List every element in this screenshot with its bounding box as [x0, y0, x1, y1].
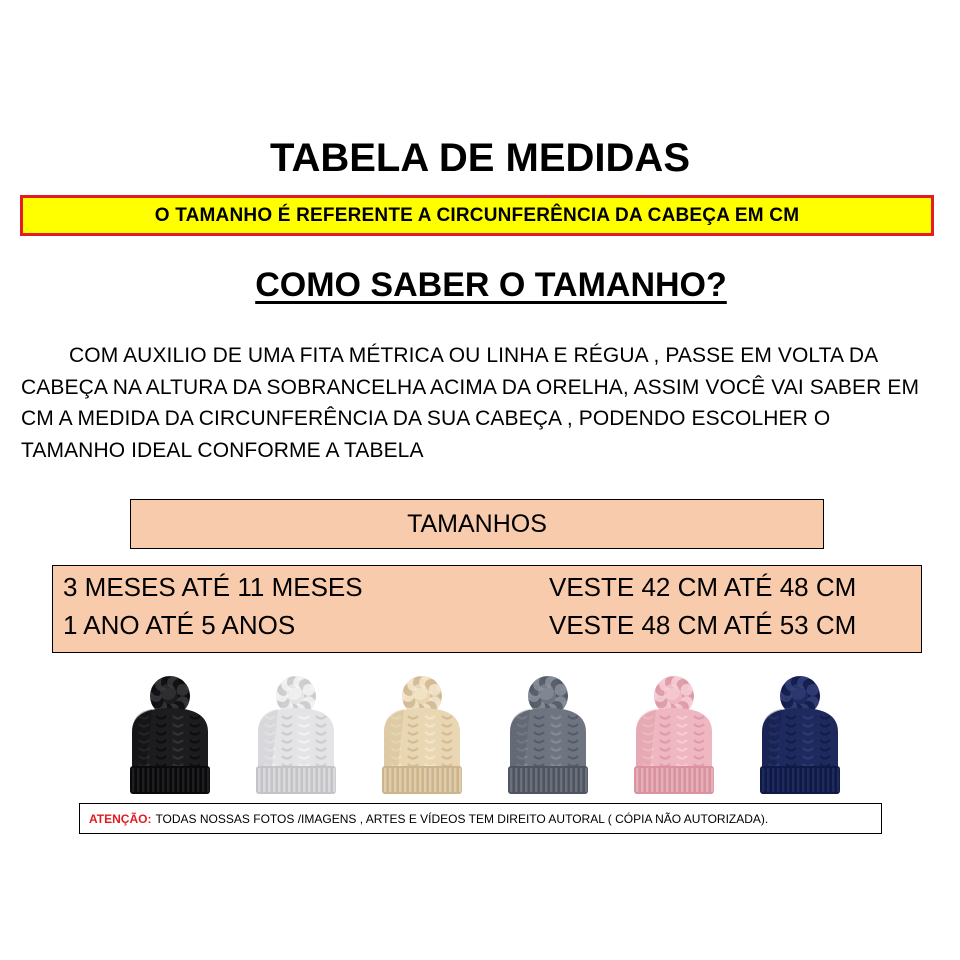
beanie-navy-image [748, 672, 852, 802]
beanie-gray-image [496, 672, 600, 802]
section-heading-text: COMO SABER O TAMANHO? [255, 266, 727, 304]
hat-gallery [118, 672, 858, 802]
measure-instructions: COM AUXILIO DE UMA FITA MÉTRICA OU LINHA E RÉGUA , PASSE EM VOLTA DA CABEÇA NA ALTURA DA SOBRANCELHA ACIMA DA ORELHA, ASSIM VOCÊ VAI SABER EM CM A MEDIDA DA CIRCUNFERÊNCIA DA SUA CABEÇA , PODENDO ESCOLHER O TAMANHO IDEAL CONFORME A TABELA [21, 344, 920, 462]
size-note-text: O TAMANHO É REFERENTE A CIRCUNFERÊNCIA DA CABEÇA EM CM [154, 204, 800, 226]
beanie-beige-image [370, 672, 474, 802]
sizes-header-text: TAMANHOS [407, 509, 547, 538]
size-row [63, 610, 913, 646]
section-heading [0, 266, 960, 305]
notice-text: TODAS NOSSAS FOTOS /IMAGENS , ARTES E VÍDEOS TEM DIREITO AUTORAL ( CÓPIA NÃO AUTORIZADA). [155, 811, 769, 826]
size-measure: VESTE 42 CM ATÉ 48 CM [549, 572, 857, 602]
size-note-banner [20, 195, 934, 236]
size-measure: VESTE 48 CM ATÉ 53 CM [549, 610, 857, 640]
page-title: TABELA DE MEDIDAS [270, 136, 690, 180]
sizes-header [130, 499, 824, 549]
notice-label: ATENÇÃO: [89, 811, 152, 826]
beanie-white-image [244, 672, 348, 802]
beanie-black-image [118, 672, 222, 802]
size-row [63, 572, 913, 608]
sizes-table [52, 565, 922, 653]
copyright-notice [79, 803, 882, 834]
size-age-range: 1 ANO ATÉ 5 ANOS [63, 610, 296, 640]
size-age-range: 3 MESES ATÉ 11 MESES [63, 572, 363, 602]
beanie-pink-image [622, 672, 726, 802]
